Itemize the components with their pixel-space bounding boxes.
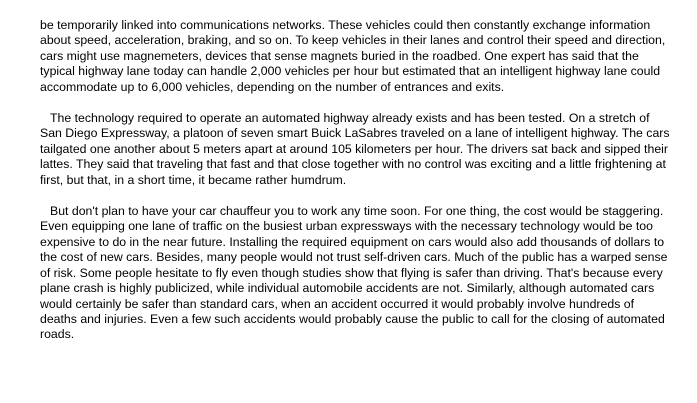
paragraph-2: The technology required to operate an automated highway already exists and has been tested. On a stretch of San Diego Expressway, a platoon of seven smart Buick LaSabres traveled on a lane of intelligent highway. The cars tailgated one another about 5 meters apart at around 105 kilometers per hour. The drivers sat back and sipped their lattes. They said that traveling that fast and that close together with no control was exciting and a little frightening at first, but that, in a short time, it became rather humdrum.: [40, 111, 670, 187]
document-body: [40, 18, 672, 359]
paragraph-1: be temporarily linked into communications networks. These vehicles could then constantly exchange information about speed, acceleration, braking, and so on. To keep vehicles in their lanes and control their speed and direction, cars might use magnemeters, devices that sense magnets buried in the roadbed. One expert has said that the typical highway lane today can handle 2,000 vehicles per hour but estimated that an intelligent highway lane could accommodate up to 6,000 vehicles, depending on the number of entrances and exits.: [40, 18, 666, 94]
paragraph-3: But don't plan to have your car chauffeur you to work any time soon. For one thing, the cost would be staggering. Even equipping one lane of traffic on the busiest urban expressways with the necessary technology would be too expensive to do in the near future. Installing the required equipment on cars would also add thousands of dollars to the cost of new cars. Besides, many people would not trust self-driven cars. Much of the public has a warped sense of risk. Some people hesitate to fly even though studies show that flying is safer than driving. That's because every plane crash is highly publicized, while individual automobile accidents are not. Similarly, although automated cars would certainly be safer than standard cars, when an accident occurred it would probably involve hundreds of deaths and injuries. Even a few such accidents would probably cause the public to call for the closing of automated roads.: [40, 204, 668, 342]
